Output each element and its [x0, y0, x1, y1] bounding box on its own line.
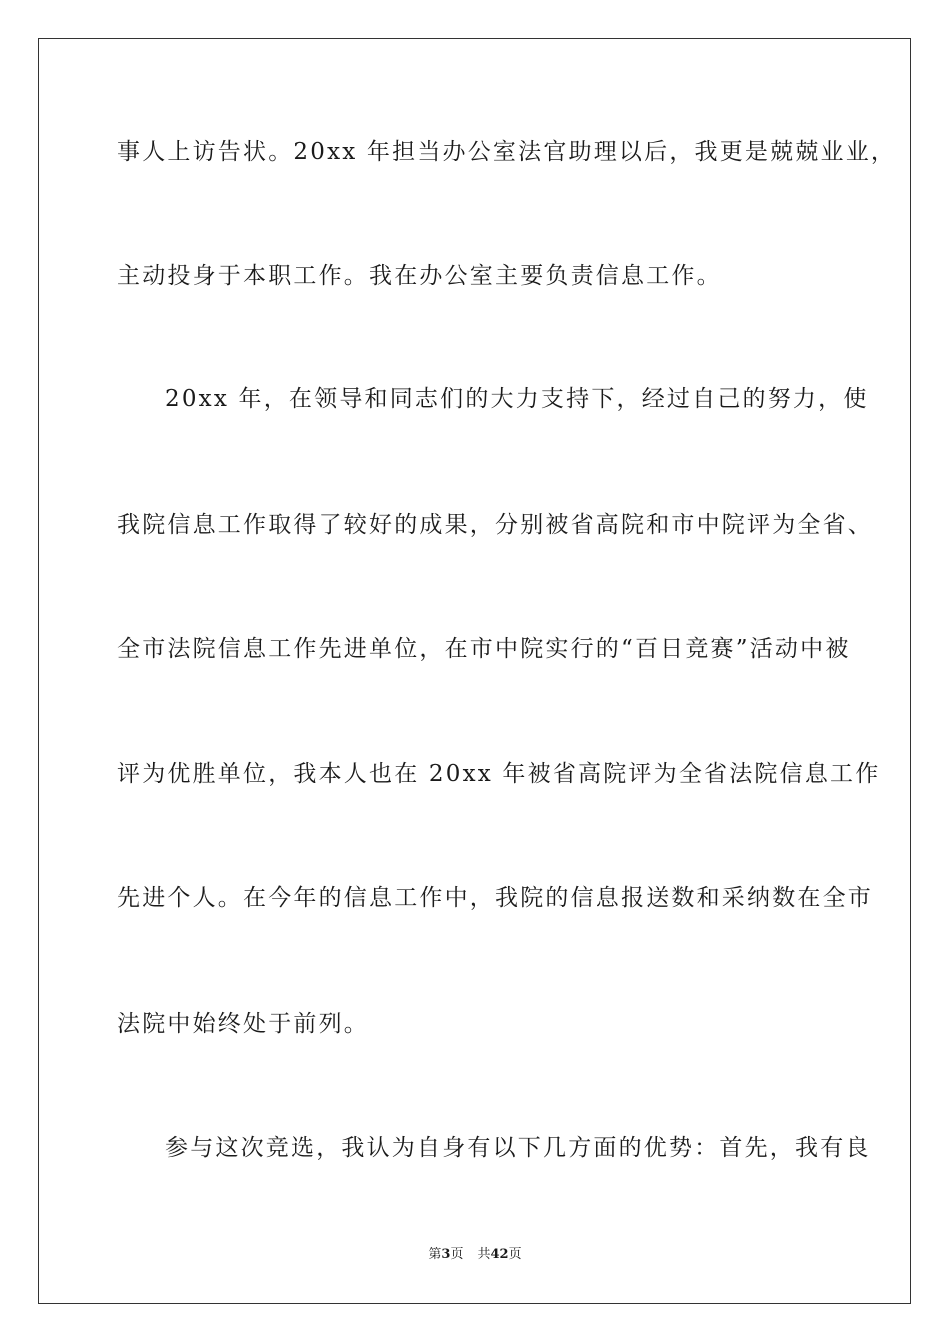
page-border	[38, 38, 911, 1304]
body-line-7: 先进个人。在今年的信息工作中，我院的信息报送数和采纳数在全市	[117, 885, 873, 911]
page-footer	[0, 1246, 950, 1264]
page-suffix: 页	[450, 1247, 464, 1262]
body-line-9: 参与这次竞选，我认为自身有以下几方面的优势：首先，我有良	[165, 1135, 871, 1161]
body-line-2: 主动投身于本职工作。我在办公室主要负责信息工作。	[117, 263, 722, 289]
total-pages: 42	[490, 1247, 509, 1262]
body-line-3: 20xx 年，在领导和同志们的大力支持下，经过自己的努力，使	[165, 386, 869, 412]
total-suffix: 页	[508, 1247, 522, 1262]
body-line-6: 评为优胜单位，我本人也在 20xx 年被省高院评为全省法院信息工作	[117, 761, 881, 787]
total-prefix: 共	[477, 1247, 491, 1262]
page-prefix: 第	[428, 1247, 442, 1262]
body-line-4: 我院信息工作取得了较好的成果，分别被省高院和市中院评为全省、	[117, 512, 873, 538]
page-number: 3	[441, 1247, 451, 1262]
body-line-1: 事人上访告状。20xx 年担当办公室法官助理以后，我更是兢兢业业，	[117, 139, 897, 165]
body-line-8: 法院中始终处于前列。	[117, 1011, 369, 1037]
body-line-5: 全市法院信息工作先进单位，在市中院实行的“百日竞赛”活动中被	[117, 636, 851, 662]
